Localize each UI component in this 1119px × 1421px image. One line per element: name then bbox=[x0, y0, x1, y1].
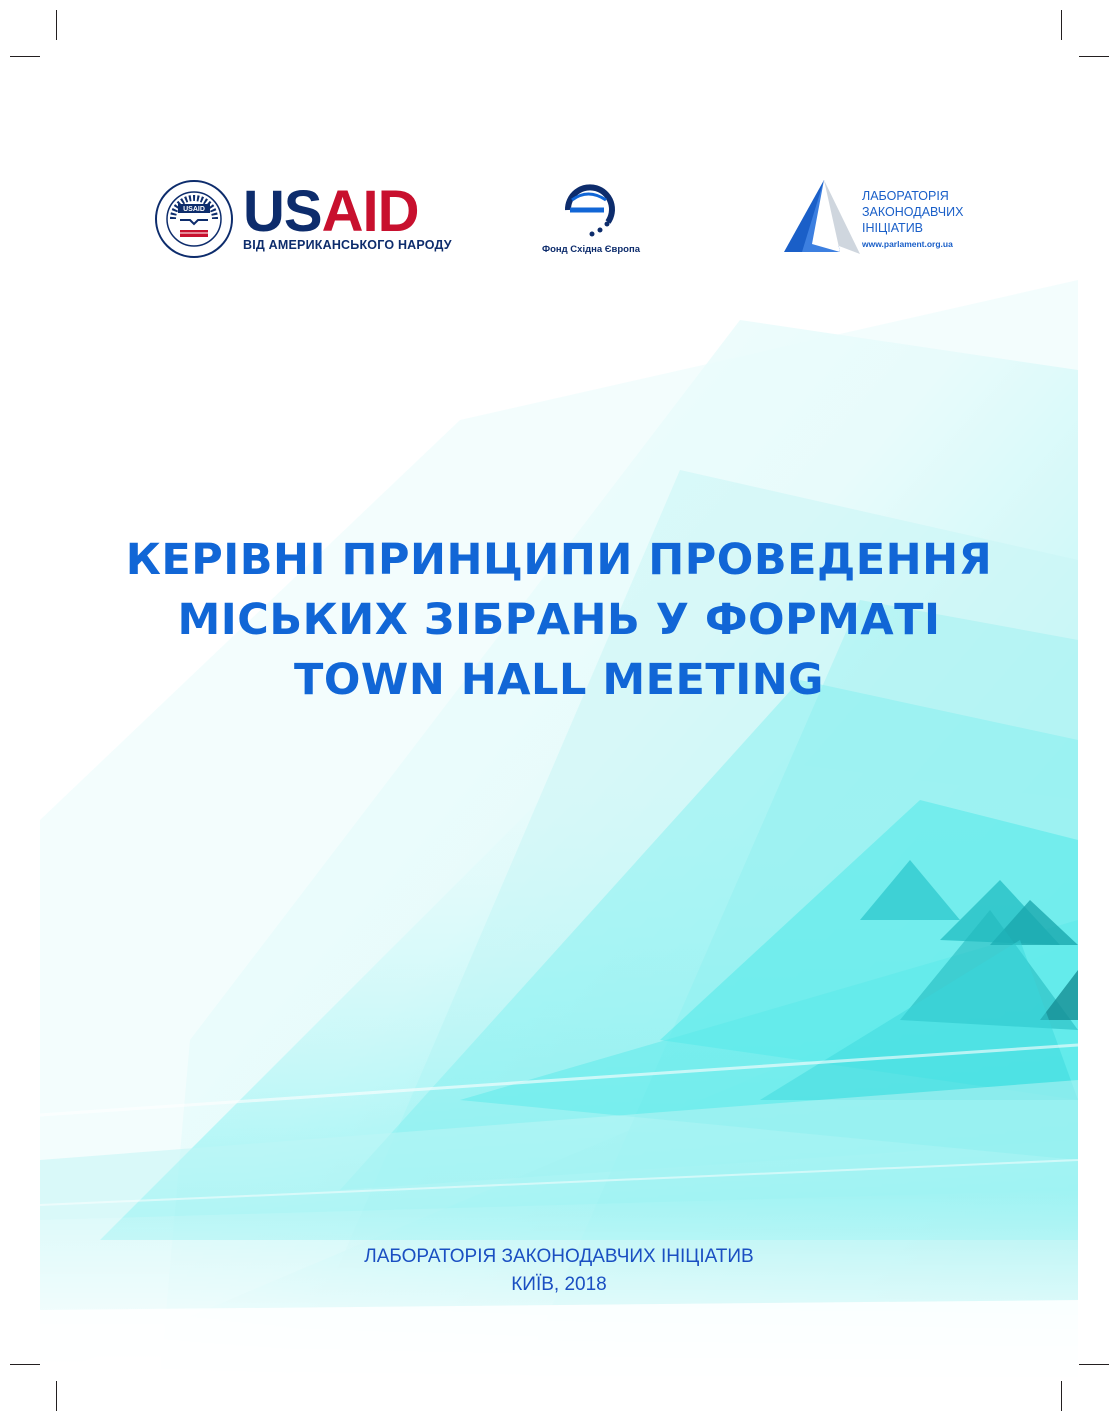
title-line-3: TOWN HALL MEETING bbox=[294, 655, 824, 705]
crop-mark bbox=[10, 1364, 40, 1365]
publisher-footer bbox=[40, 1243, 1078, 1299]
crop-mark bbox=[56, 1381, 57, 1411]
svg-text:USAID: USAID bbox=[183, 206, 205, 213]
title-line-2: МІСЬКИХ ЗІБРАНЬ У ФОРМАТІ bbox=[177, 595, 941, 645]
lab-logo-text bbox=[862, 188, 963, 252]
crop-mark bbox=[1061, 1381, 1062, 1411]
crop-mark bbox=[1061, 10, 1062, 40]
crop-mark bbox=[1079, 56, 1109, 57]
sail-triangle-icon bbox=[782, 178, 862, 256]
foundation-label: Фонд Східна Європа bbox=[541, 244, 641, 255]
usaid-seal-icon bbox=[155, 180, 233, 258]
crop-mark bbox=[56, 10, 57, 40]
city-year: КИЇВ, 2018 bbox=[511, 1274, 607, 1295]
publisher-name: ЛАБОРАТОРІЯ ЗАКОНОДАВЧИХ ІНІЦІАТИВ bbox=[364, 1246, 754, 1267]
lab-line2: ЗАКОНОДАВЧИХ bbox=[862, 205, 964, 219]
document-title bbox=[40, 530, 1078, 710]
east-europe-foundation-e-icon bbox=[558, 180, 618, 242]
usaid-wordmark: USAID bbox=[243, 179, 419, 244]
cover-page bbox=[40, 40, 1078, 1380]
usaid-tagline: ВІД АМЕРИКАНСЬКОГО НАРОДУ bbox=[243, 238, 452, 252]
lab-logo bbox=[782, 178, 1022, 258]
title-line-1: КЕРІВНІ ПРИНЦИПИ ПРОВЕДЕННЯ bbox=[125, 535, 993, 585]
lab-line3: ІНІЦІАТИВ bbox=[862, 221, 924, 235]
lab-url: www.parlament.org.ua bbox=[862, 239, 953, 249]
east-europe-foundation-logo bbox=[536, 180, 646, 260]
lab-line1: ЛАБОРАТОРІЯ bbox=[862, 189, 949, 203]
usaid-logo bbox=[155, 179, 452, 260]
crop-mark bbox=[10, 56, 40, 57]
crop-mark bbox=[1079, 1364, 1109, 1365]
